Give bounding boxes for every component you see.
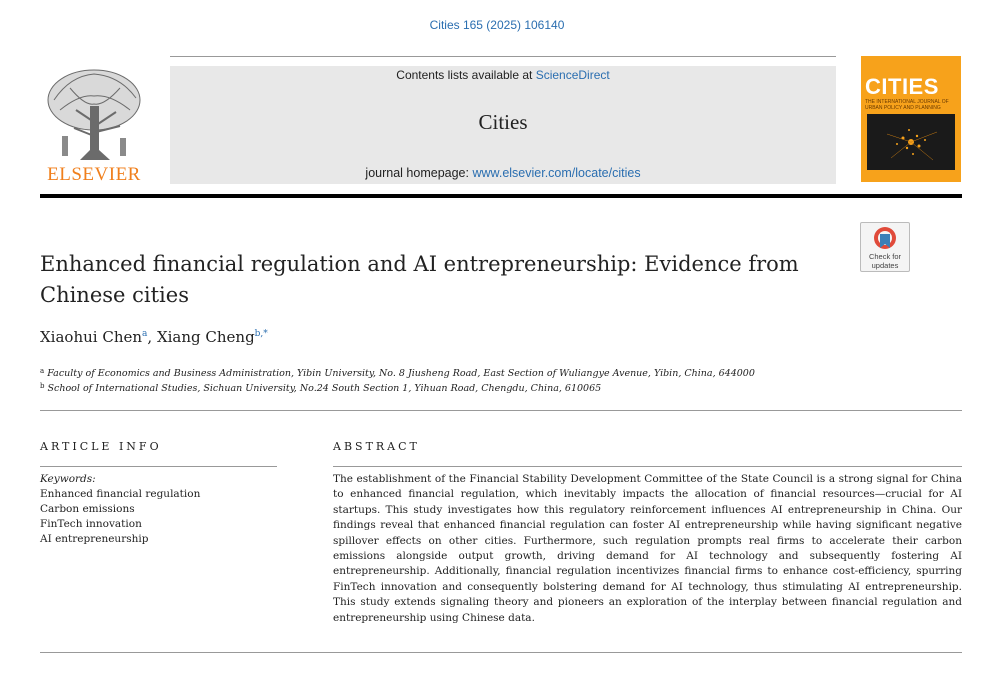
check-updates-icon: [873, 226, 897, 252]
keywords-block: [40, 472, 277, 547]
sciencedirect-link[interactable]: ScienceDirect: [535, 68, 610, 82]
author-separator: ,: [147, 328, 157, 346]
homepage-prefix: journal homepage:: [365, 166, 473, 180]
cover-image: [867, 114, 955, 170]
elsevier-logo[interactable]: [40, 66, 148, 184]
journal-homepage-link[interactable]: www.elsevier.com/locate/cities: [472, 166, 641, 180]
journal-title: Cities: [478, 110, 528, 134]
affiliation-mark: b: [40, 382, 45, 390]
article-info-divider: [40, 466, 277, 467]
abstract-heading: ABSTRACT: [333, 440, 420, 453]
article-title: Enhanced financial regulation and AI entrepreneurship: Evidence from Chinese cities: [40, 252, 799, 307]
author-affiliation-mark[interactable]: a: [142, 329, 148, 339]
bottom-divider: [40, 652, 962, 653]
cover-title: CITIES: [865, 74, 939, 99]
check-for-updates-button[interactable]: [860, 222, 910, 272]
affiliation-text: School of International Studies, Sichuan University, No.24 South Section 1, Yihuan Road, Chengdu, China, 610065: [47, 383, 602, 394]
header-thick-divider: [40, 194, 962, 198]
author-list: [40, 328, 268, 346]
keyword-item: Enhanced financial regulation: [40, 488, 201, 500]
abstract-text: The establishment of the Financial Stability Development Committee of the State Council is a strong signal for China to enhanced financial regulation, which inevitably impacts the allocation of financial resources—crucial for AI startups. This study investigates how this regulatory reinforcement influences AI entrepreneurship in China. Our findings reveal that enhanced financial regulation can foster AI entrepreneurship while having significant negative spillover effects on other cities. Furthermore, such regulation prompts real firms to accelerate their carbon emissions alongside output growth, driving demand for AI technology and subsequently fostering AI entrepreneurship. Additionally, financial regulation incentivizes financial firms to enhance cost-efficiency, spurring FinTech innovation and consequently bolstering demand for AI technology, thus stimulating AI entrepreneurship. This study extends signaling theory and pioneers an exploration of the interplay between financial regulation and entrepreneurship using Chinese data.: [333, 473, 962, 624]
keyword-item: AI entrepreneurship: [40, 533, 149, 545]
journal-header-box: [170, 66, 836, 184]
abstract-divider: [333, 466, 962, 467]
affiliation-mark: a: [40, 367, 45, 375]
keyword-item: FinTech innovation: [40, 518, 142, 530]
affiliation-b: [40, 382, 601, 394]
affiliation-a: [40, 367, 755, 379]
affiliation-text: Faculty of Economics and Business Administration, Yibin University, No. 8 Jiusheng Road, East Section of Wuliangye Avenue, Yibin, China, 644000: [47, 368, 755, 379]
author-affiliation-mark[interactable]: b,*: [254, 329, 268, 339]
article-info-heading: ARTICLE INFO: [40, 440, 162, 453]
author-name[interactable]: Xiaohui Chen: [40, 328, 143, 346]
contents-line: [170, 68, 836, 82]
homepage-line: [170, 166, 836, 180]
elsevier-tree-icon: [40, 66, 148, 162]
section-divider: [40, 410, 962, 411]
author-name[interactable]: Xiang Cheng: [156, 328, 255, 346]
journal-citation-link[interactable]: Cities 165 (2025) 106140: [429, 18, 565, 32]
keywords-label: Keywords:: [40, 473, 96, 485]
contents-prefix: Contents lists available at: [396, 68, 536, 82]
publisher-name: ELSEVIER: [47, 164, 141, 185]
city-lights-icon: [867, 114, 955, 170]
check-updates-label: Check for updates: [868, 252, 902, 270]
header-top-divider: [170, 56, 836, 57]
journal-cover[interactable]: [861, 56, 961, 182]
cover-subtitle: THE INTERNATIONAL JOURNAL OF URBAN POLICY AND PLANNING: [865, 99, 949, 111]
keyword-item: Carbon emissions: [40, 503, 135, 515]
